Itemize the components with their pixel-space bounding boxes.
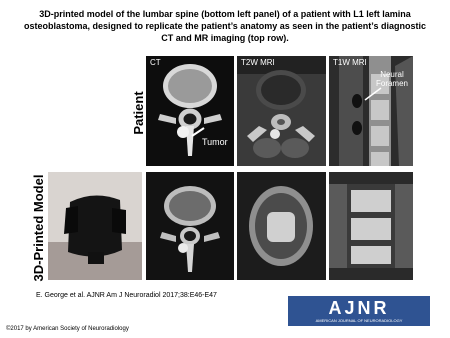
- 3d-printed-model-photo: [48, 172, 142, 280]
- ct-axial-image: [146, 56, 234, 166]
- t1w-label: T1W MRI: [333, 58, 367, 67]
- t1w-mri-panel: [329, 56, 413, 166]
- logo-subtitle: AMERICAN JOURNAL OF NEURORADIOLOGY: [315, 318, 403, 323]
- logo-text: AJNR: [328, 298, 390, 318]
- ct-label: CT: [150, 58, 161, 67]
- t2w-mri-panel: [237, 56, 326, 166]
- neural-foramen-label: Neural Foramen: [375, 70, 408, 88]
- tumor-label: Tumor: [202, 137, 228, 147]
- copyright: ©2017 by American Society of Neuroradiology: [6, 326, 129, 332]
- t2w-label: T2W MRI: [241, 58, 275, 67]
- citation: E. George et al. AJNR Am J Neuroradiol 2017;38:E46-E47: [36, 292, 217, 299]
- model-t2w-image: [237, 172, 326, 280]
- model-t1w-image: [329, 172, 413, 280]
- figure-title: 3D-printed model of the lumbar spine (bottom left panel) of a patient with L1 left lamina osteoblastoma, designed to replicate the patient’s anatomy as seen in the patient’s diagnostic CT and MR imaging (top row).: [24, 9, 426, 43]
- t2w-axial-image: [237, 56, 326, 166]
- ct-panel: [146, 56, 234, 166]
- model-t1w-panel: [329, 172, 413, 280]
- row-label-3d-model: 3D-Printed Model: [31, 174, 46, 282]
- model-ct-image: [146, 172, 234, 280]
- row-label-patient: Patient: [131, 91, 146, 135]
- model-t2w-panel: [237, 172, 326, 280]
- ajnr-logo: [288, 296, 430, 326]
- printed-spine-object: [48, 172, 142, 280]
- model-ct-panel: [146, 172, 234, 280]
